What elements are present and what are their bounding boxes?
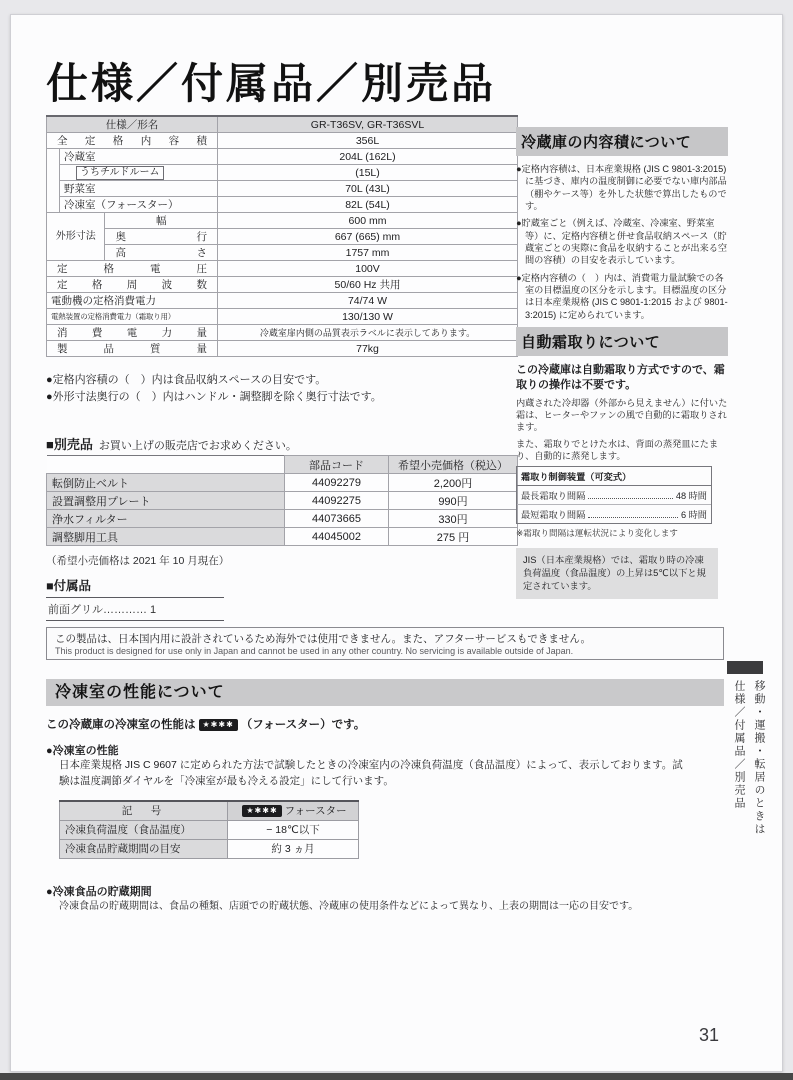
- manual-page: [10, 14, 783, 1072]
- freezer-intro: [46, 716, 365, 732]
- accessories-block: [46, 576, 224, 621]
- perf-row-value: 約 3 ヵ月: [228, 839, 359, 858]
- table-row: [47, 213, 518, 229]
- capacity-bullet: ●貯蔵室ごと（例えば、冷蔵室、冷凍室、野菜室等）に、定格内容積と併せ食品収納スペース（貯蔵室ごとの実際に食品を収納することが出来る空間の容積）の目安を表示しています。: [516, 218, 728, 266]
- part-code: 44092275: [285, 492, 389, 510]
- spec-table: [46, 115, 518, 357]
- next-page-edge: [0, 1073, 793, 1080]
- spec-value: 356L: [218, 133, 518, 149]
- spec-label: 定格周波数: [47, 277, 218, 293]
- spec-note: ●外形寸法奥行の（ ）内はハンドル・調整脚を除く奥行寸法です。: [46, 391, 382, 404]
- optional-parts-sub: お買い上げの販売店でお求めください。: [98, 440, 297, 452]
- spec-group-stub: [47, 149, 60, 213]
- spec-value: (15L): [218, 165, 518, 181]
- perf-row-label: 冷凍負荷温度（食品温度）: [60, 820, 228, 839]
- spec-value: 600 mm: [218, 213, 518, 229]
- freezer-section-header: 冷凍室の性能について: [46, 679, 724, 706]
- freezer-intro-post: （フォースター）です。: [240, 719, 366, 731]
- part-price: 990円: [389, 492, 518, 510]
- capacity-bullet: ●定格内容積の（ ）内は、消費電力量試験での各室の目標温度の区分を示します。目標温度の区分は日本産業規格 (JIS C 9801-1:2015 および 9801-3:2015) に定められています。: [516, 272, 728, 320]
- defrost-info-header: 自動霜取りについて: [516, 327, 728, 356]
- defrost-body: また、霜取りでとけた水は、背面の蒸発皿にたまり、自動的に蒸発します。: [516, 438, 719, 462]
- dotted-leader: [588, 517, 678, 518]
- defrost-control-table: [516, 466, 712, 524]
- col-header-part-code: 部品コード: [285, 456, 389, 474]
- table-row: [47, 149, 518, 165]
- defrost-lead: この冷蔵庫は自動霜取り方式ですので、霜取りの操作は不要です。: [516, 363, 725, 392]
- table-row: [47, 229, 518, 245]
- spec-label: 野菜室: [60, 181, 218, 197]
- perf-header-symbol: 記 号: [60, 801, 228, 820]
- storage-period-body: 冷凍食品の貯蔵期間は、食品の種類、店頭での貯蔵状態、冷蔵庫の使用条件などによって異なり、上表の期間は一応の目安です。: [59, 901, 639, 912]
- defrost-row-label: 最長霜取り間隔: [521, 491, 586, 502]
- table-row: [47, 293, 518, 309]
- optional-parts-table: [46, 455, 518, 546]
- defrost-table-row: [517, 486, 711, 505]
- spec-label: [60, 165, 218, 181]
- chilled-room-label: うちチルドルーム: [76, 166, 164, 180]
- optional-parts-heading: [46, 434, 297, 453]
- capacity-info-header: 冷蔵庫の内容積について: [516, 127, 728, 156]
- four-star-icon: ★✱✱✱: [199, 719, 238, 731]
- table-row: [47, 325, 518, 341]
- table-row: [47, 165, 518, 181]
- table-row: [47, 277, 518, 293]
- table-row: [47, 181, 518, 197]
- chapter-label-moving: 移動・運搬・転居のときは: [753, 680, 765, 836]
- dims-group-label: 外形寸法: [47, 213, 105, 261]
- blank-corner-cell: [47, 456, 285, 474]
- col-header-price: 希望小売価格（税込）: [389, 456, 518, 474]
- spec-value: 130/130 W: [218, 309, 518, 325]
- part-code: 44092279: [285, 474, 389, 492]
- table-row: [47, 528, 518, 546]
- perf-header-rating-label: フォースター: [284, 805, 347, 818]
- table-row: [47, 456, 518, 474]
- spec-label: 冷凍室（フォースター）: [60, 197, 218, 213]
- table-row: [60, 820, 359, 839]
- spec-value: 100V: [218, 261, 518, 277]
- spec-value: 82L (54L): [218, 197, 518, 213]
- freezer-performance-body: 日本産業規格 JIS C 9607 に定められた方法で試験したときの冷凍室内の冷凍負荷温度（食品温度）によって、表示しております。試験は温度調節ダイヤルを「冷凍室が最も冷える設定」にして行います。: [59, 759, 683, 787]
- accessories-heading: ■付属品: [46, 576, 224, 598]
- table-row: [47, 341, 518, 357]
- table-row: [47, 492, 518, 510]
- optional-parts-title: ■別売品: [46, 437, 93, 452]
- part-name: 調整脚用工具: [47, 528, 285, 546]
- table-row: [47, 510, 518, 528]
- page-title: 仕様／付属品／別売品: [46, 60, 497, 107]
- defrost-body: 内蔵された冷却器（外部から見えません）に付いた霜は、ヒーターやファンの風で自動的に霜取りされます。: [516, 397, 728, 433]
- notice-japanese: この製品は、日本国内用に設計されているため海外では使用できません。また、アフターサービスもできません。: [55, 633, 592, 645]
- defrost-table-note: ※霜取り間隔は運転状況により変化します: [516, 528, 678, 539]
- part-price: 2,200円: [389, 474, 518, 492]
- defrost-row-value: 6 時間: [680, 510, 707, 521]
- part-price: 275 円: [389, 528, 518, 546]
- table-row: [60, 839, 359, 858]
- defrost-table-row: [517, 505, 711, 523]
- notice-english: This product is designed for use only in Japan and cannot be used in any other country. No servicing is available outside of Japan.: [55, 646, 574, 656]
- part-code: 44073665: [285, 510, 389, 528]
- spec-label: 全定格内容積: [47, 133, 218, 149]
- spec-label: 幅: [105, 213, 218, 229]
- chapter-tab: [727, 661, 769, 905]
- defrost-table-title: 霜取り制御装置（可変式）: [517, 467, 711, 486]
- spec-value: 74/74 W: [218, 293, 518, 309]
- table-row: [47, 133, 518, 149]
- storage-period-heading: ●冷凍食品の貯蔵期間: [46, 886, 152, 898]
- capacity-bullet: ●定格内容積は、日本産業規格 (JIS C 9801-3:2015) に基づき、庫内の温度制御に必要でない庫内部品（棚やケース等）を外した状態で算出したものです。: [516, 164, 727, 211]
- table-row: [47, 474, 518, 492]
- defrost-row-value: 48 時間: [675, 491, 707, 502]
- spec-label: 冷蔵室: [60, 149, 218, 165]
- chapter-tab-labels: [727, 680, 767, 905]
- table-row: [47, 245, 518, 261]
- accessories-item: 前面グリル………… 1: [46, 598, 224, 621]
- freezer-performance-heading: ●冷凍室の性能: [46, 745, 119, 757]
- jis-note-box: JIS（日本産業規格）では、霜取り時の冷凍負荷温度（食品温度）の上昇は5℃以下と規定されています。: [516, 548, 718, 599]
- spec-note: ●定格内容積の（ ）内は食品収納スペースの目安です。: [46, 374, 327, 386]
- chapter-tab-marker: [727, 661, 763, 674]
- perf-row-label: 冷凍食品貯蔵期間の目安: [60, 839, 228, 858]
- right-column: [516, 127, 728, 599]
- dotted-leader: [588, 498, 673, 499]
- freezer-intro-pre: この冷蔵庫の冷凍室の性能は: [46, 719, 196, 731]
- spec-label: 奥行: [105, 229, 218, 245]
- table-row: [47, 261, 518, 277]
- part-name: 設置調整用プレート: [47, 492, 285, 510]
- part-code: 44045002: [285, 528, 389, 546]
- spec-value: 204L (162L): [218, 149, 518, 165]
- spec-model-names: GR-T36SV, GR-T36SVL: [218, 116, 518, 133]
- spec-header-label: 仕様／形名: [47, 116, 218, 133]
- table-row: [47, 197, 518, 213]
- defrost-row-label: 最短霜取り間隔: [521, 510, 586, 521]
- price-date-note: （希望小売価格は 2021 年 10 月現在）: [46, 555, 230, 567]
- part-name: 浄水フィルター: [47, 510, 285, 528]
- spec-value: 667 (665) mm: [218, 229, 518, 245]
- perf-header-rating: [228, 801, 359, 820]
- spec-label: 電熱装置の定格消費電力（霜取り用）: [47, 309, 218, 325]
- freezer-performance-table: [59, 800, 359, 859]
- spec-label: 製品質量: [47, 341, 218, 357]
- perf-row-value: − 18℃以下: [228, 820, 359, 839]
- four-star-icon: ★✱✱✱: [242, 805, 281, 817]
- spec-value: 70L (43L): [218, 181, 518, 197]
- part-name: 転倒防止ベルト: [47, 474, 285, 492]
- table-row: [60, 801, 359, 820]
- spec-label: 電動機の定格消費電力: [47, 293, 218, 309]
- page-number: 31: [699, 1025, 720, 1045]
- japan-only-notice: [46, 627, 724, 660]
- table-row: [47, 309, 518, 325]
- spec-label: 定格電圧: [47, 261, 218, 277]
- spec-label: 消費電力量: [47, 325, 218, 341]
- spec-value: 冷蔵室扉内側の品質表示ラベルに表示してあります。: [218, 325, 518, 341]
- spec-value: 1757 mm: [218, 245, 518, 261]
- spec-value: 77kg: [218, 341, 518, 357]
- table-row: [47, 116, 518, 133]
- spec-notes: [46, 372, 382, 406]
- spec-label: 高さ: [105, 245, 218, 261]
- chapter-label-specs: 仕様／付属品／別売品: [733, 680, 745, 810]
- part-price: 330円: [389, 510, 518, 528]
- spec-value: 50/60 Hz 共用: [218, 277, 518, 293]
